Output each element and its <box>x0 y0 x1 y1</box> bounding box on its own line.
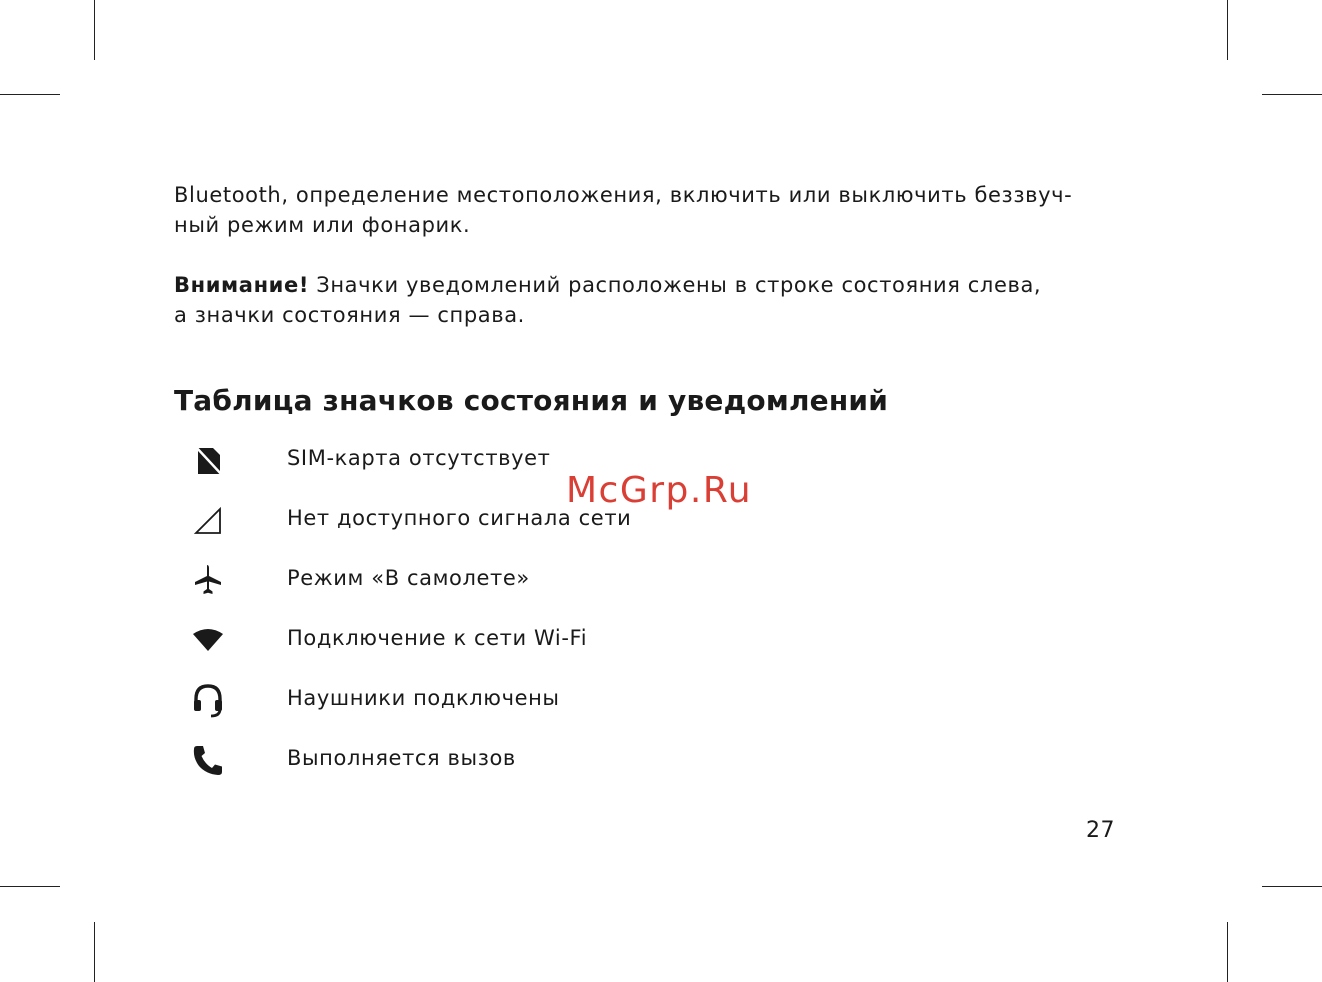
icon-row-no-signal <box>186 501 886 541</box>
intro-paragraph <box>174 180 1114 240</box>
icon-row-no-sim <box>186 441 886 481</box>
crop-mark-top-right-horizontal <box>1262 94 1322 95</box>
no-sim-icon <box>186 441 230 481</box>
crop-mark-bottom-right-horizontal <box>1262 886 1322 887</box>
airplane-icon <box>186 561 230 601</box>
crop-mark-top-left-vertical <box>94 0 95 60</box>
icon-label-airplane: Режим «В самолете» <box>287 566 530 590</box>
icon-row-airplane <box>186 561 886 601</box>
notice-line-1: Значки уведомлений расположены в строке состояния слева, <box>309 273 1042 297</box>
watermark-logo: McGrp.Ru <box>566 470 753 511</box>
icon-label-no-sim: SIM-карта отсутствует <box>287 446 551 470</box>
phone-call-icon <box>186 741 230 781</box>
icon-label-phone-call: Выполняется вызов <box>287 746 516 770</box>
wifi-icon <box>186 621 230 661</box>
icon-label-no-signal: Нет доступного сигнала сети <box>287 506 632 530</box>
notice-line-2: а значки состояния — справа. <box>174 303 525 327</box>
section-title: Таблица значков состояния и уведомлений <box>174 384 889 417</box>
headset-icon <box>186 681 230 721</box>
intro-line-2: ный режим или фонарик. <box>174 213 471 237</box>
icon-row-headset <box>186 681 886 721</box>
page-number: 27 <box>1086 818 1115 843</box>
icon-label-headset: Наушники подключены <box>287 686 560 710</box>
crop-mark-top-right-vertical <box>1227 0 1228 60</box>
notice-label: Внимание! <box>174 273 310 297</box>
intro-line-1: Bluetooth, определение местоположения, включить или выключить беззвуч- <box>174 183 1073 207</box>
no-signal-icon <box>186 501 230 541</box>
icon-row-wifi <box>186 621 886 661</box>
crop-mark-top-left-horizontal <box>0 94 60 95</box>
icon-row-phone-call <box>186 741 886 781</box>
crop-mark-bottom-left-vertical <box>94 922 95 982</box>
notice-paragraph <box>174 270 1114 330</box>
icon-label-wifi: Подключение к сети Wi-Fi <box>287 626 588 650</box>
crop-mark-bottom-left-horizontal <box>0 886 60 887</box>
crop-mark-bottom-right-vertical <box>1227 922 1228 982</box>
